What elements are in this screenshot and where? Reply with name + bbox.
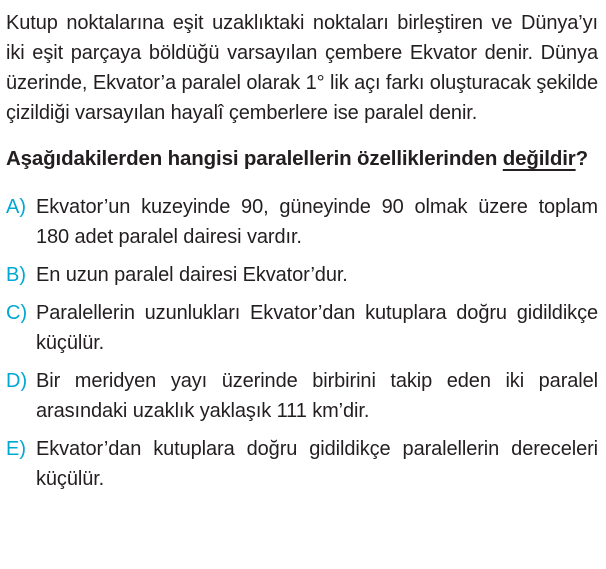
option-c[interactable] xyxy=(6,298,598,358)
option-d-text: Bir meridyen yayı üzerinde birbirini takip eden iki paralel arasındaki uzaklık yaklaşık 111 km’dir. xyxy=(36,370,598,422)
option-e-letter: E) xyxy=(6,438,26,460)
option-b-letter: B) xyxy=(6,264,26,286)
option-e-text: Ekvator’dan kutuplara doğru gidildikçe paralellerin dereceleri küçülür. xyxy=(36,438,598,490)
question-page xyxy=(6,8,598,502)
option-e[interactable] xyxy=(6,434,598,494)
option-c-text: Paralellerin uzunlukları Ekvator’dan kutuplara doğru gidildikçe küçülür. xyxy=(36,302,598,354)
option-d[interactable] xyxy=(6,366,598,426)
question-negative-word: değildir xyxy=(502,147,576,170)
intro-paragraph: Kutup noktalarına eşit uzaklıktaki noktaları birleştiren ve Dünya’yı iki eşit parçaya böldüğü varsayılan çembere Ekvator denir. Dünya üzerinde, Ekvator’a paralel olarak 1° lik açı farkı oluşturacak şekilde çizildiği varsayılan hayalî çemberlere ise paralel denir. xyxy=(6,12,598,124)
question-stem xyxy=(6,144,598,174)
question-mark: ? xyxy=(575,147,588,170)
option-a[interactable] xyxy=(6,192,598,252)
answer-options xyxy=(6,192,598,494)
option-a-letter: A) xyxy=(6,196,26,218)
option-b-text: En uzun paralel dairesi Ekvator’dur. xyxy=(36,264,348,286)
question-text: Aşağıdakilerden hangisi paralellerin özelliklerinden xyxy=(6,147,503,170)
option-b[interactable] xyxy=(6,260,598,290)
option-d-letter: D) xyxy=(6,370,28,392)
option-c-letter: C) xyxy=(6,302,28,324)
option-a-text: Ekvator’un kuzeyinde 90, güneyinde 90 olmak üzere toplam 180 adet paralel dairesi vardır. xyxy=(36,196,598,248)
